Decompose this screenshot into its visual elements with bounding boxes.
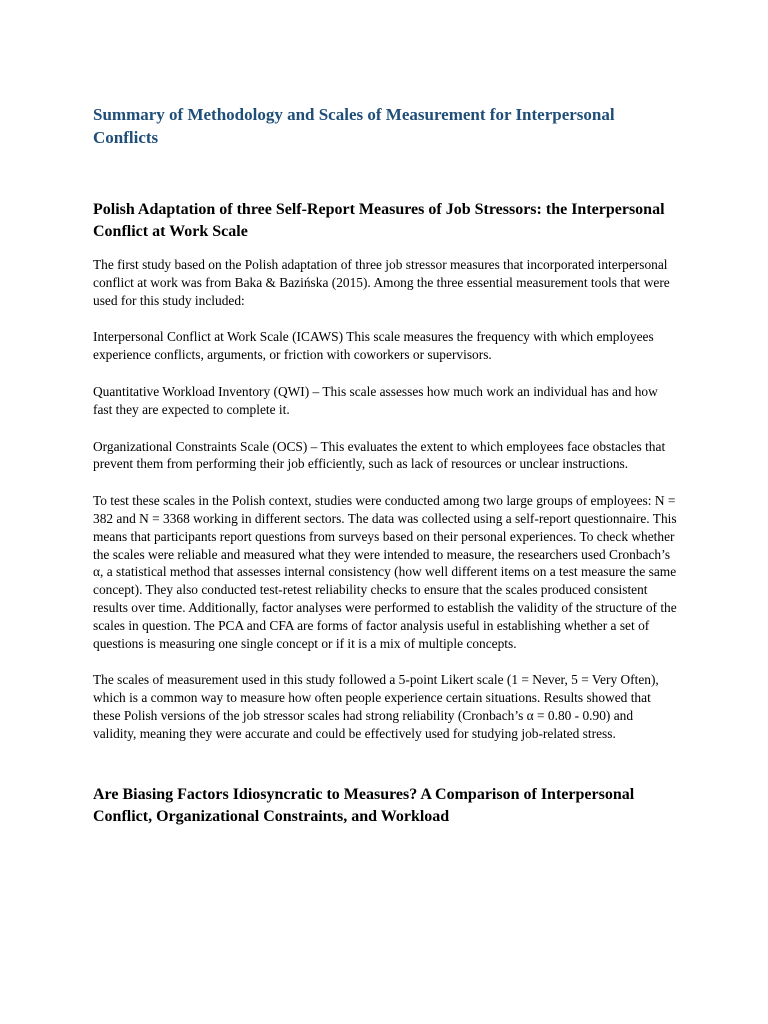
paragraph-intro: The first study based on the Polish adaptation of three job stressor measures that incorporated interpersonal conflict at work was from Baka & Bazińska (2015). Among the three essential measurement tools that were used for this study included: bbox=[93, 257, 670, 308]
paragraph-likert-results: The scales of measurement used in this study followed a 5-point Likert scale (1 = Never, 5 = Very Often), which is a common way to measure how often people experience certain situations. Results showed that these Polish versions of the job stressor scales had strong reliability (Cronbach’s α = 0.80 - 0.90) and validity, meaning they were accurate and could be effectively used for studying job-related stress. bbox=[93, 672, 659, 741]
paragraph-qwi: Quantitative Workload Inventory (QWI) – This scale assesses how much work an individual has and how fast they are expected to complete it. bbox=[93, 383, 658, 417]
section-heading-polish-adaptation: Polish Adaptation of three Self-Report Measures of Job Stressors: the Interpersonal Conflict at Work Scale bbox=[93, 201, 665, 240]
document-page bbox=[93, 103, 677, 828]
document-title: Summary of Methodology and Scales of Measurement for Interpersonal Conflicts bbox=[93, 105, 615, 147]
section-heading-biasing-factors: Are Biasing Factors Idiosyncratic to Measures? A Comparison of Interpersonal Conflict, Organizational Constraints, and Workload bbox=[93, 785, 635, 825]
paragraph-methods: To test these scales in the Polish context, studies were conducted among two large groups of employees: N = 382 and N = 3368 working in different sectors. The data was collected using a self-report questionnaire. This means that participants report questions from surveys based on their personal experiences. To check whether the scales were reliable and measured what they were intended to measure, the researchers used Cronbach’s α, a statistical method that assesses internal consistency (how well different items on a test measure the same concept). They also conducted test-retest reliability checks to ensure that the scales produced consistent results over time. Additionally, factor analyses were performed to establish the validity of the structure of the scales in question. The PCA and CFA are forms of factor analysis useful in establishing whether a set of questions is measuring one single concept or if it is a mix of multiple concepts. bbox=[93, 493, 677, 651]
paragraph-icaws: Interpersonal Conflict at Work Scale (ICAWS) This scale measures the frequency with which employees experience conflicts, arguments, or friction with coworkers or supervisors. bbox=[93, 329, 654, 363]
paragraph-ocs: Organizational Constraints Scale (OCS) – This evaluates the extent to which employees face obstacles that prevent them from performing their job efficiently, such as lack of resources or unclear instructions. bbox=[93, 438, 666, 472]
